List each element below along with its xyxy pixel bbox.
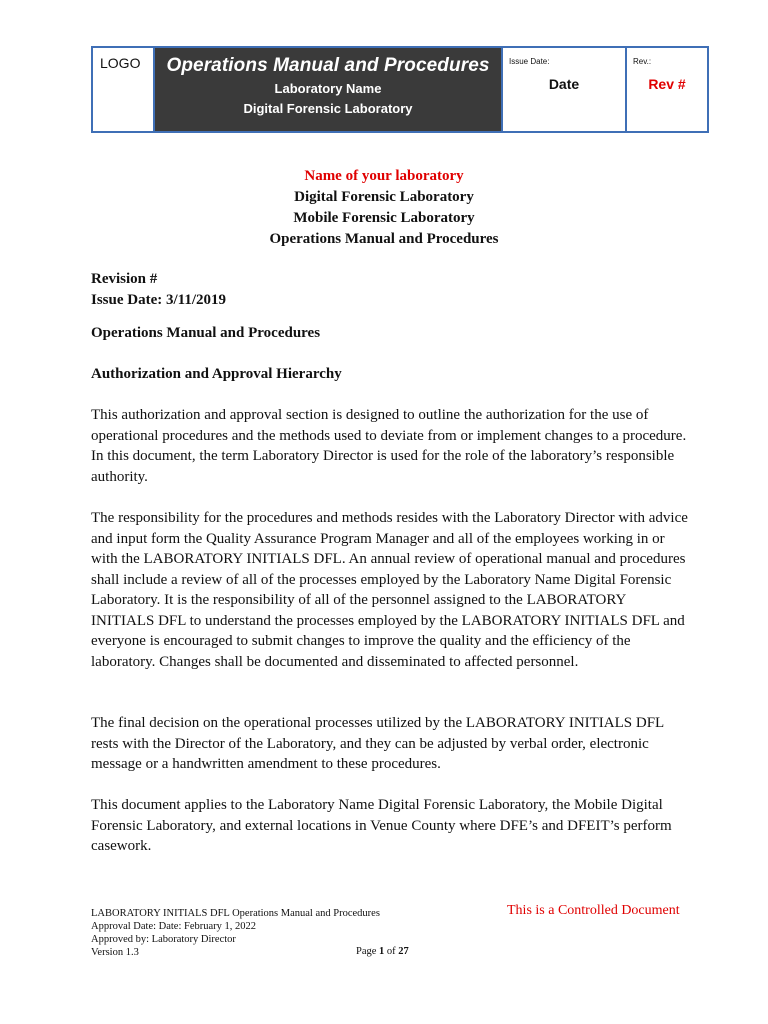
page-of: of — [384, 946, 399, 957]
footer-line-1: LABORATORY INITIALS DFL Operations Manual and Procedures — [91, 908, 380, 919]
page-current: 1 — [379, 946, 385, 957]
lab-name-title: Name of your laboratory — [304, 168, 464, 184]
footer-info — [91, 907, 380, 959]
heading-operations-manual: Operations Manual and Procedures — [91, 325, 321, 341]
heading-authorization: Authorization and Approval Hierarchy — [91, 366, 342, 382]
paragraph-text: The responsibility for the procedures and methods resides with the Laboratory Director with advice and input form the Quality Assurance Program Manager and all of the employees working in or with the LABORATORY INITIALS DFL. An annual review of operational manual and procedures shall include a review of all of the processes employed by the Laboratory Name Digital Forensic Laboratory. It is the responsibility of all of the personnel assigned to the LABORATORY INITIALS DFL to understand the processes employed by the LABORATORY INITIALS DFL and everyone is encouraged to submit changes to improve the quality and the efficiency of the laboratory. Changes shall be documented and disseminated to affected personnel. — [91, 510, 688, 670]
paragraph-text: The final decision on the operational processes utilized by the LABORATORY INITIALS DFL rests with the Director of the Laboratory, and they can be adjusted by verbal order, electronic message or a handwritten amendment to these procedures. — [91, 715, 664, 772]
issue-date-cell — [503, 48, 627, 131]
header-lab-name: Laboratory Name — [274, 81, 382, 96]
document-header-table — [91, 46, 709, 133]
issue-date-label: Issue Date: — [509, 57, 550, 66]
paragraph-2 — [91, 508, 691, 672]
title-line-3: Mobile Forensic Laboratory — [293, 210, 475, 226]
footer-line-2: Approval Date: Date: February 1, 2022 — [91, 921, 257, 932]
logo-placeholder: LOGO — [100, 55, 141, 71]
title-line-4: Operations Manual and Procedures — [269, 231, 499, 247]
paragraph-4 — [91, 795, 691, 857]
paragraph-text: This document applies to the Laboratory Name Digital Forensic Laboratory, the Mobile Digital Forensic Laboratory, and external locations in Venue County where DFE’s and DFEIT’s perform casework. — [91, 797, 672, 854]
issue-date-text: Issue Date: 3/11/2019 — [91, 292, 226, 308]
header-lab-sub: Digital Forensic Laboratory — [243, 101, 413, 116]
logo-cell — [93, 48, 155, 131]
footer-line-4: Version 1.3 — [91, 947, 139, 958]
paragraph-1 — [91, 405, 691, 487]
controlled-document-notice: This is a Controlled Document — [507, 903, 680, 918]
page-prefix: Page — [356, 946, 380, 957]
revision-cell — [627, 48, 707, 131]
revision-text: Revision # — [91, 271, 158, 287]
title-line-2: Digital Forensic Laboratory — [294, 189, 474, 205]
revision-value: Rev # — [648, 76, 686, 92]
issue-date-value: Date — [548, 76, 580, 92]
paragraph-3 — [91, 713, 691, 775]
page-number — [356, 946, 409, 957]
header-title: Operations Manual and Procedures — [166, 55, 490, 76]
paragraph-text: This authorization and approval section is designed to outline the authorization for the use of operational procedures and the methods used to deviate from or implement changes to a procedure. In this document, the term Laboratory Director is used for the role of the laboratory’s responsible authority. — [91, 407, 687, 485]
page-total: 27 — [398, 946, 409, 957]
revision-label: Rev.: — [633, 57, 652, 66]
footer-line-3: Approved by: Laboratory Director — [91, 934, 236, 945]
header-title-cell — [155, 48, 503, 131]
